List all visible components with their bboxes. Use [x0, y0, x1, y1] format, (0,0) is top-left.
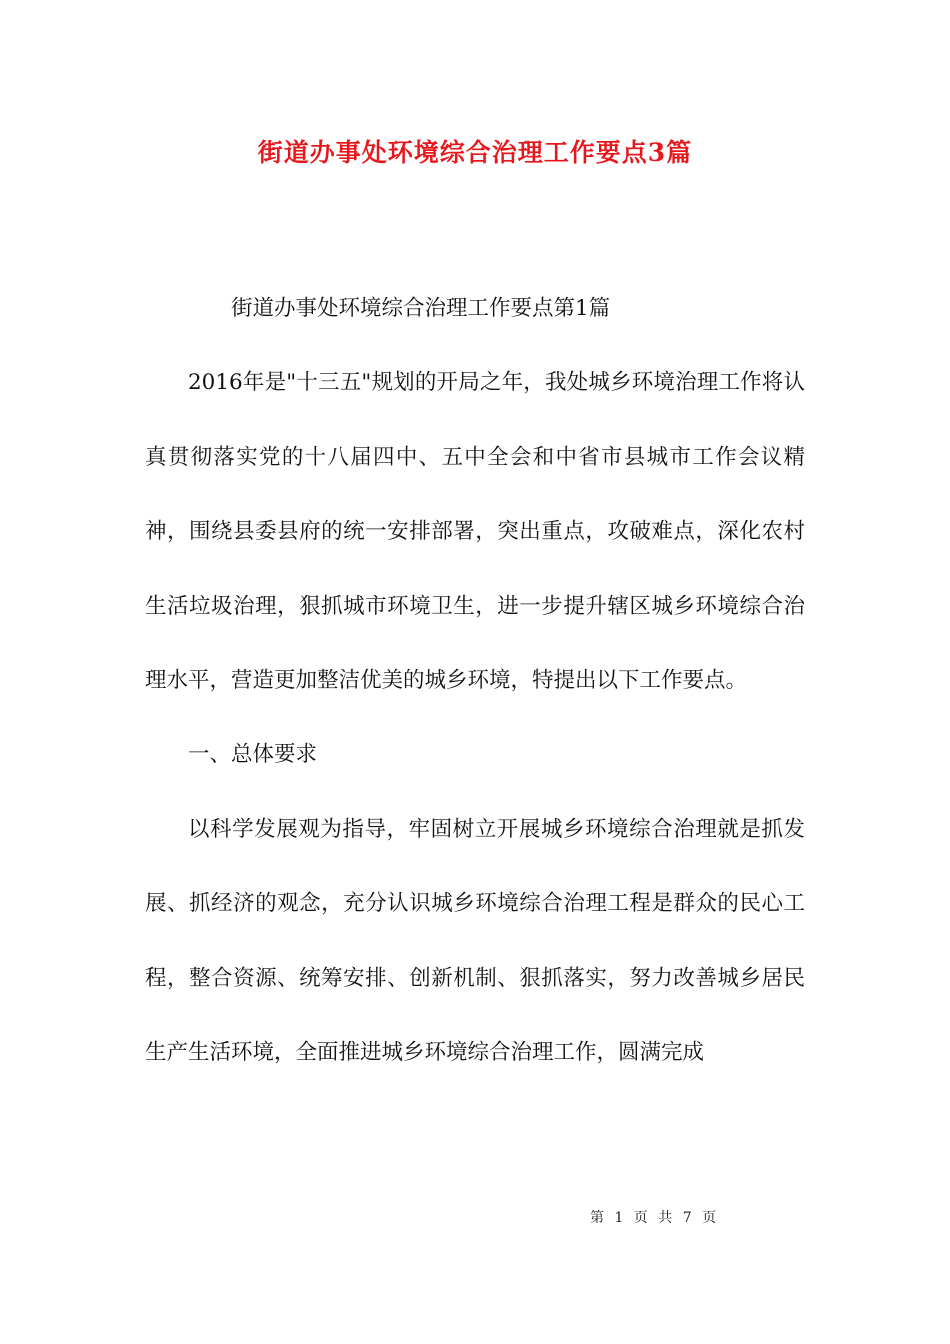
- section-heading: 一、总体要求: [188, 742, 318, 768]
- body-paragraph: 以科学发展观为指导，牢固树立开展城乡环境综合治理就是抓发展、抓经济的观念，充分认识城乡环境综合治理工程是群众的民心工程，整合资源、统筹安排、创新机制、狠抓落实，努力改善城乡居民生产生活环境，全面推进城乡环境综合治理工作，圆满完成: [145, 816, 805, 1066]
- document-title: 街道办事处环境综合治理工作要点3篇: [257, 138, 693, 167]
- page-number: 第 1 页 共 7 页: [590, 1210, 720, 1226]
- document-body: [145, 272, 805, 1090]
- section-heading: 街道办事处环境综合治理工作要点第1篇: [231, 296, 611, 321]
- body-paragraph: 2016年是"十三五"规划的开局之年，我处城乡环境治理工作将认真贯彻落实党的十八届四中、五中全会和中省市县城市工作会议精神，围绕县委县府的统一安排部署，突出重点，攻破难点，深化农村生活垃圾治理，狠抓城市环境卫生，进一步提升辖区城乡环境综合治理水平，营造更加整洁优美的城乡环境，特提出以下工作要点。: [145, 370, 805, 694]
